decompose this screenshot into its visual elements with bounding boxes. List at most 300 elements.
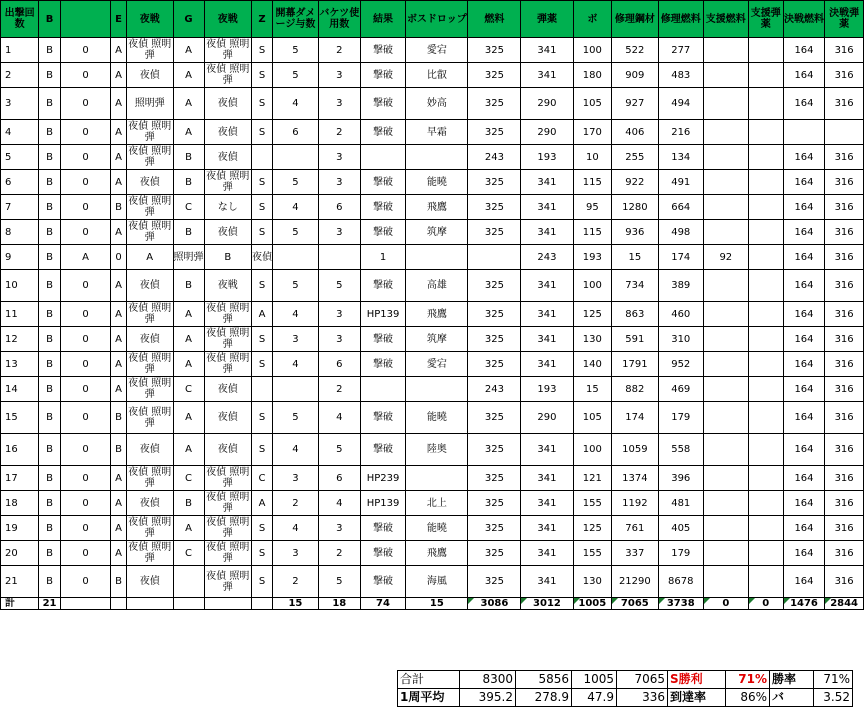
table-cell[interactable]: 5 xyxy=(1,145,39,170)
table-cell[interactable]: 316 xyxy=(825,88,864,120)
table-cell[interactable]: B xyxy=(39,195,61,220)
table-cell[interactable]: 12 xyxy=(1,327,39,352)
table-cell[interactable]: 0 xyxy=(111,245,127,270)
table-cell[interactable]: B xyxy=(39,541,61,566)
table-cell[interactable]: 4 xyxy=(273,195,319,220)
table-cell[interactable]: 夜偵 照明弾 xyxy=(128,467,172,489)
table-cell[interactable]: 0 xyxy=(60,352,110,377)
table-cell[interactable] xyxy=(748,245,783,270)
s-victory-rate[interactable]: 71% xyxy=(726,671,770,689)
table-cell[interactable]: 255 xyxy=(612,145,658,170)
table-cell[interactable]: 北上 xyxy=(406,491,468,516)
table-cell[interactable]: 夜偵 xyxy=(126,491,173,516)
table-cell[interactable] xyxy=(406,466,468,491)
table-cell[interactable]: 125 xyxy=(573,516,612,541)
table-cell[interactable]: A xyxy=(173,120,204,145)
table-cell[interactable] xyxy=(703,302,748,327)
table-cell[interactable]: 164 xyxy=(783,377,825,402)
table-cell[interactable]: S xyxy=(252,352,273,377)
table-cell[interactable] xyxy=(703,145,748,170)
table-cell[interactable] xyxy=(468,245,521,270)
table-cell[interactable] xyxy=(748,352,783,377)
table-cell[interactable]: B xyxy=(39,434,61,466)
table-cell[interactable]: 121 xyxy=(573,466,612,491)
table-cell[interactable]: 341 xyxy=(521,491,573,516)
subtotal-cell[interactable]: 計 xyxy=(1,598,39,610)
table-cell[interactable]: S xyxy=(252,120,273,145)
table-cell[interactable]: 0 xyxy=(60,377,110,402)
summary-cell[interactable]: 5856 xyxy=(516,671,572,689)
table-cell[interactable]: 21 xyxy=(1,566,39,598)
table-cell[interactable] xyxy=(703,88,748,120)
table-cell[interactable]: B xyxy=(39,120,61,145)
table-cell[interactable]: 夜偵 xyxy=(126,63,173,88)
table-cell[interactable]: 316 xyxy=(825,434,864,466)
table-cell[interactable]: 夜偵 xyxy=(252,245,273,270)
table-cell[interactable]: B xyxy=(173,491,204,516)
table-cell[interactable]: 1280 xyxy=(612,195,658,220)
table-cell[interactable]: S xyxy=(252,327,273,352)
table-cell[interactable]: 316 xyxy=(825,145,864,170)
table-cell[interactable]: C xyxy=(252,466,273,491)
table-cell[interactable]: 761 xyxy=(612,516,658,541)
table-cell[interactable]: S xyxy=(252,195,273,220)
table-cell[interactable]: 316 xyxy=(825,377,864,402)
table-cell[interactable]: 撃破 xyxy=(360,516,406,541)
table-cell[interactable]: A xyxy=(111,145,127,170)
table-cell[interactable]: 夜偵 照明弾 xyxy=(204,491,252,516)
table-cell[interactable]: 夜偵 照明弾 xyxy=(204,170,252,195)
subtotal-cell[interactable]: 15 xyxy=(406,598,468,610)
table-cell[interactable]: 飛鷹 xyxy=(406,541,468,566)
table-cell[interactable]: 撃破 xyxy=(360,88,406,120)
table-cell[interactable]: A xyxy=(111,38,127,63)
table-cell[interactable]: B xyxy=(39,145,61,170)
table-cell[interactable] xyxy=(703,352,748,377)
table-cell[interactable]: B xyxy=(39,302,61,327)
table-cell[interactable]: 325 xyxy=(468,88,521,120)
table-cell[interactable]: 夜偵 照明弾 xyxy=(204,352,252,377)
table-cell[interactable]: 179 xyxy=(658,402,703,434)
table-cell[interactable]: 筑摩 xyxy=(406,327,468,352)
table-cell[interactable]: 341 xyxy=(521,63,573,88)
table-cell[interactable]: 5 xyxy=(318,434,360,466)
table-cell[interactable]: 95 xyxy=(573,195,612,220)
table-cell[interactable]: 936 xyxy=(612,220,658,245)
table-cell[interactable]: HP139 xyxy=(360,302,406,327)
table-cell[interactable] xyxy=(748,327,783,352)
table-cell[interactable]: 8 xyxy=(1,220,39,245)
table-cell[interactable]: 夜偵 照明弾 xyxy=(128,542,172,564)
table-cell[interactable]: 4 xyxy=(273,88,319,120)
table-cell[interactable]: 2 xyxy=(1,63,39,88)
table-cell[interactable] xyxy=(360,145,406,170)
table-cell[interactable]: 341 xyxy=(521,434,573,466)
table-cell[interactable]: 100 xyxy=(573,38,612,63)
table-cell[interactable]: 341 xyxy=(521,302,573,327)
table-cell[interactable]: 夜偵 xyxy=(126,566,173,598)
table-cell[interactable]: 0 xyxy=(60,88,110,120)
table-cell[interactable]: 3 xyxy=(318,220,360,245)
win-rate-value[interactable]: 71% xyxy=(814,671,853,689)
table-cell[interactable]: 8678 xyxy=(658,566,703,598)
table-cell[interactable]: 夜偵 照明弾 xyxy=(204,302,252,327)
table-cell[interactable]: 2 xyxy=(318,541,360,566)
table-cell[interactable]: 夜偵 xyxy=(204,120,252,145)
table-cell[interactable] xyxy=(748,516,783,541)
table-cell[interactable] xyxy=(703,541,748,566)
table-cell[interactable]: 撃破 xyxy=(360,120,406,145)
table-cell[interactable]: 316 xyxy=(825,466,864,491)
table-cell[interactable]: A xyxy=(126,245,173,270)
table-cell[interactable]: 3 xyxy=(318,516,360,541)
table-cell[interactable]: 夜偵 xyxy=(204,145,252,170)
table-cell[interactable]: 325 xyxy=(468,302,521,327)
summary-cell[interactable]: 336 xyxy=(617,689,668,707)
table-cell[interactable]: S xyxy=(252,170,273,195)
table-cell[interactable]: 愛宕 xyxy=(406,352,468,377)
table-cell[interactable]: 164 xyxy=(783,245,825,270)
table-cell[interactable] xyxy=(703,63,748,88)
table-cell[interactable]: 664 xyxy=(658,195,703,220)
table-cell[interactable]: 591 xyxy=(612,327,658,352)
table-cell[interactable]: 0 xyxy=(60,38,110,63)
table-cell[interactable]: 3 xyxy=(273,327,319,352)
table-cell[interactable]: B xyxy=(39,466,61,491)
table-cell[interactable]: 0 xyxy=(60,195,110,220)
summary-cell[interactable]: 278.9 xyxy=(516,689,572,707)
subtotal-cell[interactable]: 74 xyxy=(360,598,406,610)
subtotal-cell[interactable] xyxy=(126,598,173,610)
table-cell[interactable]: 460 xyxy=(658,302,703,327)
table-cell[interactable]: 5 xyxy=(273,63,319,88)
table-cell[interactable]: HP239 xyxy=(360,466,406,491)
table-cell[interactable]: 927 xyxy=(612,88,658,120)
table-cell[interactable]: 193 xyxy=(573,245,612,270)
table-cell[interactable]: 316 xyxy=(825,38,864,63)
table-cell[interactable]: 155 xyxy=(573,491,612,516)
table-cell[interactable]: 夜偵 xyxy=(126,170,173,195)
table-cell[interactable]: 341 xyxy=(521,466,573,491)
table-cell[interactable]: 能曉 xyxy=(406,402,468,434)
table-cell[interactable]: A xyxy=(60,245,110,270)
table-cell[interactable]: A xyxy=(111,327,127,352)
table-cell[interactable]: S xyxy=(252,566,273,598)
table-cell[interactable]: 夜偵 照明弾 xyxy=(128,353,172,375)
table-cell[interactable]: 3 xyxy=(318,302,360,327)
table-cell[interactable]: B xyxy=(39,402,61,434)
table-cell[interactable]: 316 xyxy=(825,516,864,541)
table-cell[interactable]: 164 xyxy=(783,566,825,598)
table-cell[interactable]: 325 xyxy=(468,327,521,352)
table-cell[interactable]: 325 xyxy=(468,466,521,491)
table-cell[interactable]: 夜偵 照明弾 xyxy=(128,196,172,218)
subtotal-cell[interactable]: 15 xyxy=(273,598,319,610)
table-cell[interactable]: 飛鷹 xyxy=(406,195,468,220)
table-cell[interactable]: 2 xyxy=(273,566,319,598)
table-cell[interactable] xyxy=(748,466,783,491)
table-cell[interactable]: S xyxy=(252,541,273,566)
table-cell[interactable] xyxy=(703,466,748,491)
table-cell[interactable]: S xyxy=(252,270,273,302)
table-cell[interactable]: 243 xyxy=(468,145,521,170)
table-cell[interactable]: A xyxy=(173,327,204,352)
subtotal-cell[interactable] xyxy=(173,598,204,610)
table-cell[interactable]: 夜偵 xyxy=(204,220,252,245)
table-cell[interactable]: 夜偵 照明弾 xyxy=(128,121,172,143)
table-cell[interactable]: 1 xyxy=(360,245,406,270)
table-cell[interactable]: 夜偵 照明弾 xyxy=(204,541,252,566)
table-cell[interactable] xyxy=(748,195,783,220)
table-cell[interactable]: 341 xyxy=(521,195,573,220)
table-cell[interactable] xyxy=(318,245,360,270)
table-cell[interactable]: A xyxy=(173,352,204,377)
table-cell[interactable]: 撃破 xyxy=(360,38,406,63)
table-cell[interactable]: 夜偵 照明弾 xyxy=(128,221,172,243)
table-cell[interactable]: 0 xyxy=(60,220,110,245)
subtotal-cell[interactable]: 1476 xyxy=(783,598,825,610)
table-cell[interactable]: 316 xyxy=(825,302,864,327)
table-cell[interactable]: A xyxy=(111,516,127,541)
table-cell[interactable]: 陸奥 xyxy=(406,434,468,466)
table-cell[interactable]: C xyxy=(173,377,204,402)
subtotal-cell[interactable] xyxy=(111,598,127,610)
table-cell[interactable]: 15 xyxy=(612,245,658,270)
table-cell[interactable]: 164 xyxy=(783,145,825,170)
table-cell[interactable]: 夜偵 xyxy=(126,327,173,352)
table-cell[interactable]: 9 xyxy=(1,245,39,270)
summary-cell[interactable]: 8300 xyxy=(460,671,516,689)
table-cell[interactable]: 15 xyxy=(1,402,39,434)
table-cell[interactable]: A xyxy=(173,63,204,88)
table-cell[interactable]: 4 xyxy=(273,516,319,541)
table-cell[interactable]: 夜偵 xyxy=(126,270,173,302)
table-cell[interactable]: 140 xyxy=(573,352,612,377)
table-cell[interactable]: 193 xyxy=(521,377,573,402)
table-cell[interactable]: B xyxy=(39,38,61,63)
table-cell[interactable]: B xyxy=(173,220,204,245)
table-cell[interactable]: 316 xyxy=(825,170,864,195)
table-cell[interactable]: 130 xyxy=(573,327,612,352)
table-cell[interactable]: S xyxy=(252,63,273,88)
table-cell[interactable]: 3 xyxy=(318,63,360,88)
table-cell[interactable]: 164 xyxy=(783,541,825,566)
table-cell[interactable]: 316 xyxy=(825,491,864,516)
table-cell[interactable]: 19 xyxy=(1,516,39,541)
table-cell[interactable]: 夜偵 照明弾 xyxy=(204,327,252,352)
table-cell[interactable]: 0 xyxy=(60,466,110,491)
table-cell[interactable]: A xyxy=(111,302,127,327)
table-cell[interactable]: 164 xyxy=(783,434,825,466)
table-cell[interactable]: 4 xyxy=(318,491,360,516)
table-cell[interactable]: B xyxy=(111,566,127,598)
table-cell[interactable]: 216 xyxy=(658,120,703,145)
table-cell[interactable]: 325 xyxy=(468,220,521,245)
table-cell[interactable] xyxy=(748,302,783,327)
table-cell[interactable]: 撃破 xyxy=(360,195,406,220)
table-cell[interactable]: 481 xyxy=(658,491,703,516)
table-cell[interactable]: 3 xyxy=(318,145,360,170)
table-cell[interactable] xyxy=(273,145,319,170)
table-cell[interactable]: A xyxy=(173,88,204,120)
table-cell[interactable]: 341 xyxy=(521,38,573,63)
table-cell[interactable]: 155 xyxy=(573,541,612,566)
table-cell[interactable]: 952 xyxy=(658,352,703,377)
table-cell[interactable]: B xyxy=(111,402,127,434)
summary-cell[interactable]: 395.2 xyxy=(460,689,516,707)
table-cell[interactable]: 6 xyxy=(318,195,360,220)
table-cell[interactable]: A xyxy=(111,377,127,402)
table-cell[interactable]: 14 xyxy=(1,377,39,402)
table-cell[interactable]: 20 xyxy=(1,541,39,566)
table-cell[interactable]: S xyxy=(252,402,273,434)
table-cell[interactable]: 325 xyxy=(468,516,521,541)
table-cell[interactable]: B xyxy=(204,245,252,270)
table-cell[interactable]: S xyxy=(252,38,273,63)
table-cell[interactable]: A xyxy=(111,541,127,566)
table-cell[interactable]: 夜偵 照明弾 xyxy=(204,566,252,598)
table-cell[interactable]: 406 xyxy=(612,120,658,145)
table-cell[interactable]: 179 xyxy=(658,541,703,566)
table-cell[interactable] xyxy=(748,63,783,88)
table-cell[interactable]: 2 xyxy=(273,491,319,516)
table-cell[interactable] xyxy=(252,145,273,170)
table-cell[interactable]: 325 xyxy=(468,38,521,63)
table-cell[interactable]: 164 xyxy=(783,327,825,352)
table-cell[interactable]: 180 xyxy=(573,63,612,88)
table-cell[interactable]: 4 xyxy=(273,352,319,377)
table-cell[interactable]: 夜偵 照明弾 xyxy=(204,466,252,491)
table-cell[interactable]: A xyxy=(173,516,204,541)
table-cell[interactable]: 4 xyxy=(273,302,319,327)
table-cell[interactable]: 0 xyxy=(60,541,110,566)
table-cell[interactable] xyxy=(252,377,273,402)
table-cell[interactable]: 能曉 xyxy=(406,170,468,195)
table-cell[interactable] xyxy=(703,327,748,352)
table-cell[interactable]: 早霜 xyxy=(406,120,468,145)
table-cell[interactable]: C xyxy=(173,195,204,220)
table-cell[interactable]: A xyxy=(111,120,127,145)
table-cell[interactable]: 316 xyxy=(825,63,864,88)
table-cell[interactable]: 夜偵 照明弾 xyxy=(204,63,252,88)
table-cell[interactable]: 1 xyxy=(1,38,39,63)
table-cell[interactable]: 243 xyxy=(521,245,573,270)
table-cell[interactable]: 夜戦 xyxy=(204,270,252,302)
table-cell[interactable]: 6 xyxy=(318,466,360,491)
table-cell[interactable]: 316 xyxy=(825,220,864,245)
table-cell[interactable]: 0 xyxy=(60,402,110,434)
table-cell[interactable]: A xyxy=(111,491,127,516)
table-cell[interactable]: B xyxy=(39,170,61,195)
table-cell[interactable]: 325 xyxy=(468,120,521,145)
table-cell[interactable]: B xyxy=(39,566,61,598)
table-cell[interactable]: S xyxy=(252,516,273,541)
table-cell[interactable]: 0 xyxy=(60,63,110,88)
table-cell[interactable]: 164 xyxy=(783,170,825,195)
table-cell[interactable]: 4 xyxy=(1,120,39,145)
table-cell[interactable]: 164 xyxy=(783,88,825,120)
table-cell[interactable] xyxy=(703,402,748,434)
table-cell[interactable] xyxy=(748,38,783,63)
subtotal-cell[interactable]: 3012 xyxy=(521,598,573,610)
table-cell[interactable]: 325 xyxy=(468,352,521,377)
table-cell[interactable]: 310 xyxy=(658,327,703,352)
table-cell[interactable]: 5 xyxy=(273,38,319,63)
table-cell[interactable]: 3 xyxy=(1,88,39,120)
table-cell[interactable]: 325 xyxy=(468,541,521,566)
table-cell[interactable]: 0 xyxy=(60,327,110,352)
table-cell[interactable]: 341 xyxy=(521,270,573,302)
table-cell[interactable]: 筑摩 xyxy=(406,220,468,245)
table-cell[interactable]: 316 xyxy=(825,402,864,434)
table-cell[interactable]: なし xyxy=(204,195,252,220)
table-cell[interactable]: 5 xyxy=(318,270,360,302)
table-cell[interactable]: 882 xyxy=(612,377,658,402)
table-cell[interactable]: 夜偵 照明弾 xyxy=(128,303,172,325)
table-cell[interactable]: 0 xyxy=(60,120,110,145)
table-cell[interactable]: 0 xyxy=(60,170,110,195)
table-cell[interactable]: 6 xyxy=(1,170,39,195)
table-cell[interactable]: 341 xyxy=(521,516,573,541)
table-cell[interactable]: B xyxy=(39,88,61,120)
table-cell[interactable]: 能曉 xyxy=(406,516,468,541)
table-cell[interactable]: 5 xyxy=(273,402,319,434)
table-cell[interactable]: 494 xyxy=(658,88,703,120)
table-cell[interactable]: 909 xyxy=(612,63,658,88)
table-cell[interactable]: B xyxy=(173,270,204,302)
table-cell[interactable]: 105 xyxy=(573,402,612,434)
table-cell[interactable]: 341 xyxy=(521,170,573,195)
table-cell[interactable]: HP139 xyxy=(360,491,406,516)
table-cell[interactable]: 316 xyxy=(825,245,864,270)
table-cell[interactable]: B xyxy=(39,63,61,88)
table-cell[interactable]: 1059 xyxy=(612,434,658,466)
table-cell[interactable] xyxy=(703,170,748,195)
table-cell[interactable]: 11 xyxy=(1,302,39,327)
subtotal-cell[interactable]: 3086 xyxy=(468,598,521,610)
table-cell[interactable]: B xyxy=(111,195,127,220)
table-cell[interactable] xyxy=(825,120,864,145)
table-cell[interactable]: 5 xyxy=(273,270,319,302)
table-cell[interactable]: 341 xyxy=(521,327,573,352)
table-cell[interactable]: 5 xyxy=(273,170,319,195)
table-cell[interactable]: A xyxy=(173,38,204,63)
table-cell[interactable]: S xyxy=(252,434,273,466)
table-cell[interactable] xyxy=(273,377,319,402)
table-cell[interactable]: 325 xyxy=(468,402,521,434)
table-cell[interactable] xyxy=(703,566,748,598)
arrival-rate-value[interactable]: 86% xyxy=(726,689,770,707)
table-cell[interactable]: 491 xyxy=(658,170,703,195)
table-cell[interactable]: 10 xyxy=(1,270,39,302)
table-cell[interactable] xyxy=(360,377,406,402)
table-cell[interactable]: 164 xyxy=(783,516,825,541)
table-cell[interactable]: 469 xyxy=(658,377,703,402)
table-cell[interactable]: 18 xyxy=(1,491,39,516)
table-cell[interactable]: 389 xyxy=(658,270,703,302)
table-cell[interactable]: 0 xyxy=(60,302,110,327)
table-cell[interactable]: 483 xyxy=(658,63,703,88)
table-cell[interactable]: 325 xyxy=(468,63,521,88)
table-cell[interactable] xyxy=(173,566,204,598)
table-cell[interactable]: A xyxy=(111,63,127,88)
table-cell[interactable]: 6 xyxy=(273,120,319,145)
table-cell[interactable]: 922 xyxy=(612,170,658,195)
table-cell[interactable] xyxy=(748,402,783,434)
table-cell[interactable] xyxy=(273,245,319,270)
table-cell[interactable]: A xyxy=(173,302,204,327)
subtotal-cell[interactable]: 7065 xyxy=(612,598,658,610)
